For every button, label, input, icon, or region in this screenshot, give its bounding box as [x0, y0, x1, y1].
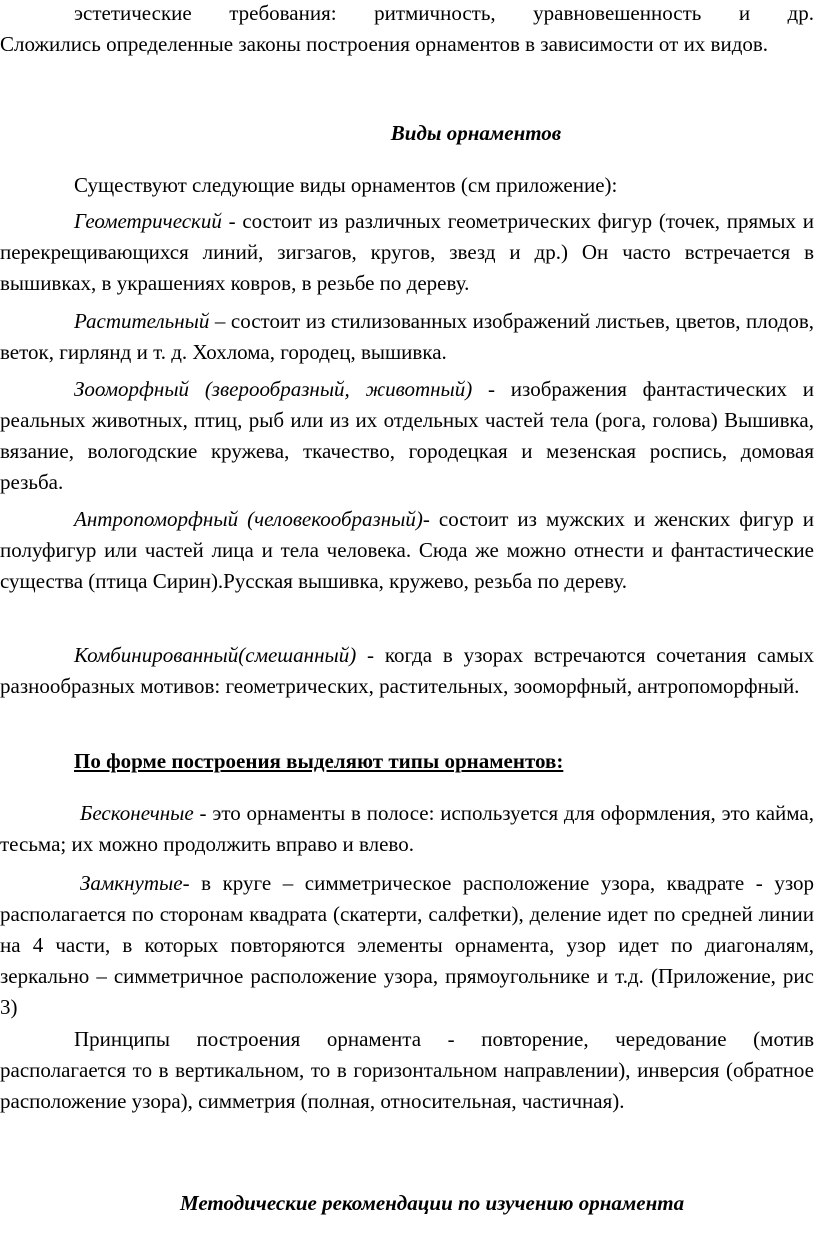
- intro-rest: Сложились определенные законы построения орнаментов в зависимости от их видов.: [0, 32, 769, 56]
- type-combined-paragraph: Комбинированный(смешанный) - когда в узорах встречаются сочетания самых разнообразных мотивов: геометрических, растительных, зооморфный, антропоморфный.: [0, 643, 814, 698]
- form-closed-paragraph: Замкнутые- в круге – симметрическое расположение узора, квадрате - узор располагается по сторонам квадрата (скатерти, салфетки), деление идет по средней линии на 4 части, в которых повторяются элементы орнамента, узор идет по диагоналям, зеркально – симметричное расположение узора, прямоугольнике и т.д. (Приложение, рис 3): [0, 871, 814, 1019]
- form-endless-paragraph: Бесконечные - это орнаменты в полосе: используется для оформления, это кайма, тесьма; их можно продолжить вправо и влево.: [0, 801, 814, 856]
- intro-paragraph: [0, 0, 814, 60]
- type-geometric-term: Геометрический: [74, 209, 222, 233]
- type-floral-term: Растительный: [74, 309, 210, 333]
- type-anthropomorphic-paragraph: Антропоморфный (человекообразный)- состоит из мужских и женских фигур и полуфигур или частей лица и тела человека. Сюда же можно отнести и фантастические существа (птица Сирин).Русская вышивка, кружево, резьба по дереву.: [0, 507, 815, 593]
- form-closed-term: Замкнутые: [80, 871, 183, 895]
- type-geometric-paragraph: Геометрический - состоит из различных геометрических фигур (точек, прямых и перекрещивающихся линий, зигзагов, кругов, звезд и др.) Он часто встречается в вышивках, в украшениях ковров, в резьбе по дереву.: [0, 209, 814, 295]
- intro-first-line: эстетические требования: ритмичность, уравновешенность и др.: [74, 1, 814, 25]
- form-closed-text: в круге – симметрическое расположение узора, квадрате - узор располагается по сторонам квадрата (скатерти, салфетки), деление идет по средней линии на 4 части, в которых повторяются элементы орнамента, узор идет по диагоналям, зеркально – симметричное расположение узора, прямоугольнике и т.д. (Приложение, рис 3): [0, 871, 814, 1019]
- type-anthropomorphic-term: Антропоморфный (человекообразный): [74, 507, 423, 531]
- form-endless-term: Бесконечные: [80, 801, 194, 825]
- lead-paragraph: Существуют следующие виды орнаментов (см приложение):: [74, 173, 618, 197]
- section-title-forms: По форме построения выделяют типы орнаментов:: [74, 749, 564, 773]
- form-endless-text: это орнаменты в полосе: используется для оформления, это кайма, тесьма; их можно продолжить вправо и влево.: [0, 801, 814, 856]
- type-combined-text: когда в узорах встречаются сочетания самых разнообразных мотивов: геометрических, растительных, зооморфный, антропоморфный.: [0, 643, 814, 698]
- type-floral-paragraph: Растительный – состоит из стилизованных изображений листьев, цветов, плодов, веток, гирлянд и т. д. Хохлома, городец, вышивка.: [0, 309, 814, 364]
- type-zoomorphic-text: изображения фантастических и реальных животных, птиц, рыб или из их отдельных частей тела (рога, голова) Вышивка, вязание, вологодские кружева, ткачество, городецкая и мезенская роспись, домовая резьба.: [0, 377, 814, 494]
- section-title-types: Виды орнаментов: [390, 121, 562, 145]
- type-combined-term: Комбинированный(смешанный): [74, 643, 357, 667]
- principles-paragraph: Принципы построения орнамента - повторение, чередование (мотив располагается то в вертикальном, то в горизонтальном направлении), инверсия (обратное расположение узора), симметрия (полная, относительная, частичная).: [0, 1027, 814, 1113]
- type-floral-text: состоит из стилизованных изображений листьев, цветов, плодов, веток, гирлянд и т. д. Хохлома, городец, вышивка.: [0, 309, 814, 364]
- type-geometric-text: состоит из различных геометрических фигур (точек, прямых и перекрещивающихся линий, зигзагов, кругов, звезд и др.) Он часто встречается в вышивках, в украшениях ковров, в резьбе по дереву.: [0, 209, 814, 295]
- section-title-methods: Методические рекомендации по изучению орнамента: [180, 1191, 685, 1215]
- type-zoomorphic-term: Зооморфный (зверообразный, животный): [74, 377, 473, 401]
- type-zoomorphic-paragraph: Зооморфный (зверообразный, животный) - изображения фантастических и реальных животных, птиц, рыб или из их отдельных частей тела (рога, голова) Вышивка, вязание, вологодские кружева, ткачество, городецкая и мезенская роспись, домовая резьба.: [0, 377, 814, 494]
- type-anthropomorphic-text: состоит из мужских и женских фигур и полуфигур или частей лица и тела человека. Сюда же можно отнести и фантастические существа (птица Сирин).Русская вышивка, кружево, резьба по дереву.: [0, 507, 815, 593]
